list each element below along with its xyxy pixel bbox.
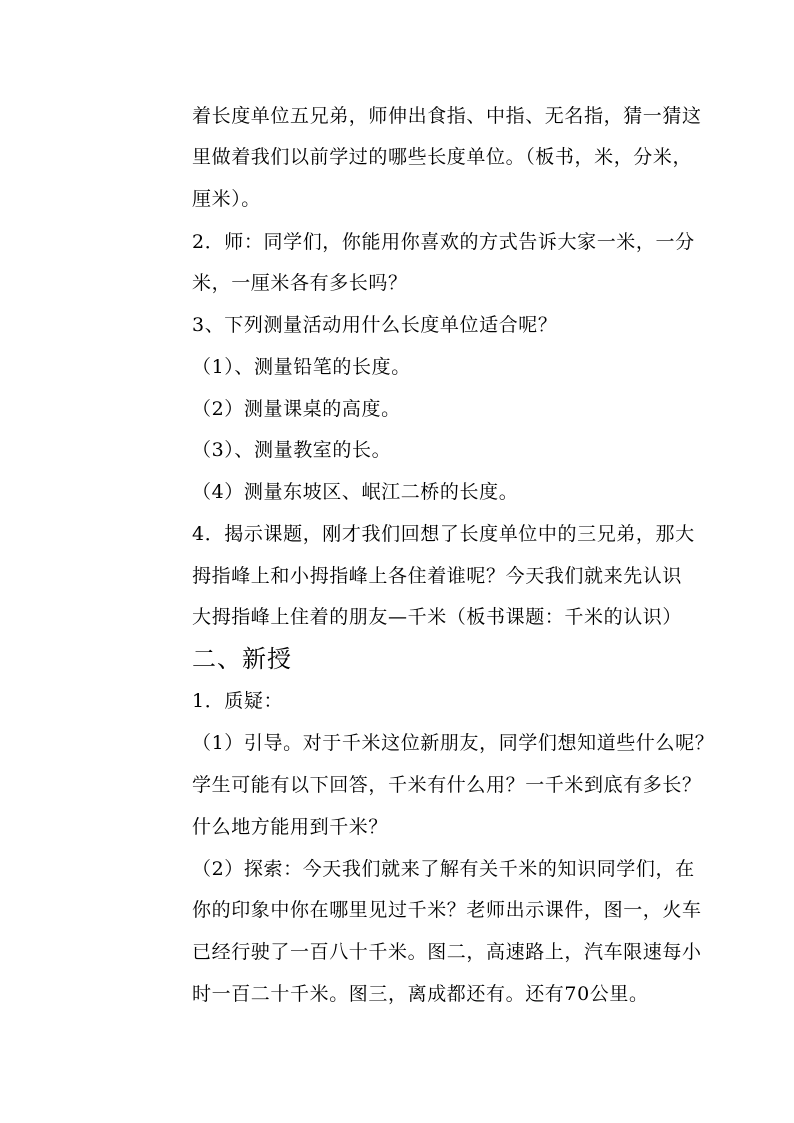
item3-subitem: （1）、测量铅笔的长度。 bbox=[192, 356, 411, 378]
item4-line: 大拇指峰上住着的朋友—千米（板书课题：千米的认识） bbox=[192, 606, 683, 628]
guide-line: （1）引导。对于千米这位新朋友，同学们想知道些什么呢？ bbox=[192, 732, 715, 754]
intro-line: 厘米）。 bbox=[192, 188, 261, 210]
new-item1-title: 1．质疑： bbox=[192, 690, 284, 712]
item2-line: 2．师：同学们，你能用你喜欢的方式告诉大家一米，一分 bbox=[192, 231, 695, 253]
explore-line: 已经行驶了一百八十千米。图二，高速路上，汽车限速每小 bbox=[192, 941, 702, 963]
explore-line: （2）探索：今天我们就来了解有关千米的知识同学们，在 bbox=[192, 858, 695, 880]
section-heading: 二、新授 bbox=[192, 645, 292, 673]
item2-line: 米，一厘米各有多长吗？ bbox=[192, 272, 408, 294]
intro-line: 里做着我们以前学过的哪些长度单位。（板书，米，分米， bbox=[192, 146, 693, 168]
explore-line: 时一百二十千米。图三，离成都还有。还有70公里。 bbox=[192, 983, 649, 1005]
explore-line: 你的印象中你在哪里见过千米？老师出示课件，图一，火车 bbox=[192, 899, 702, 921]
item4-line: 拇指峰上和小拇指峰上各住着谁呢？今天我们就来先认识 bbox=[192, 565, 683, 587]
item3-subitem: （3）、测量教室的长。 bbox=[192, 439, 392, 461]
intro-line: 着长度单位五兄弟，师伸出食指、中指、无名指，猜一猜这 bbox=[192, 105, 702, 127]
item3-subitem: （4）测量东坡区、岷江二桥的长度。 bbox=[192, 481, 519, 503]
item3-title: 3、下列测量活动用什么长度单位适合呢？ bbox=[192, 314, 558, 336]
item3-subitem: （2）测量课桌的高度。 bbox=[192, 398, 401, 420]
guide-line: 什么地方能用到千米？ bbox=[192, 816, 389, 838]
item4-line: 4．揭示课题，刚才我们回想了长度单位中的三兄弟，那大 bbox=[192, 523, 695, 545]
guide-line: 学生可能有以下回答，千米有什么用？一千米到底有多长？ bbox=[192, 774, 702, 796]
